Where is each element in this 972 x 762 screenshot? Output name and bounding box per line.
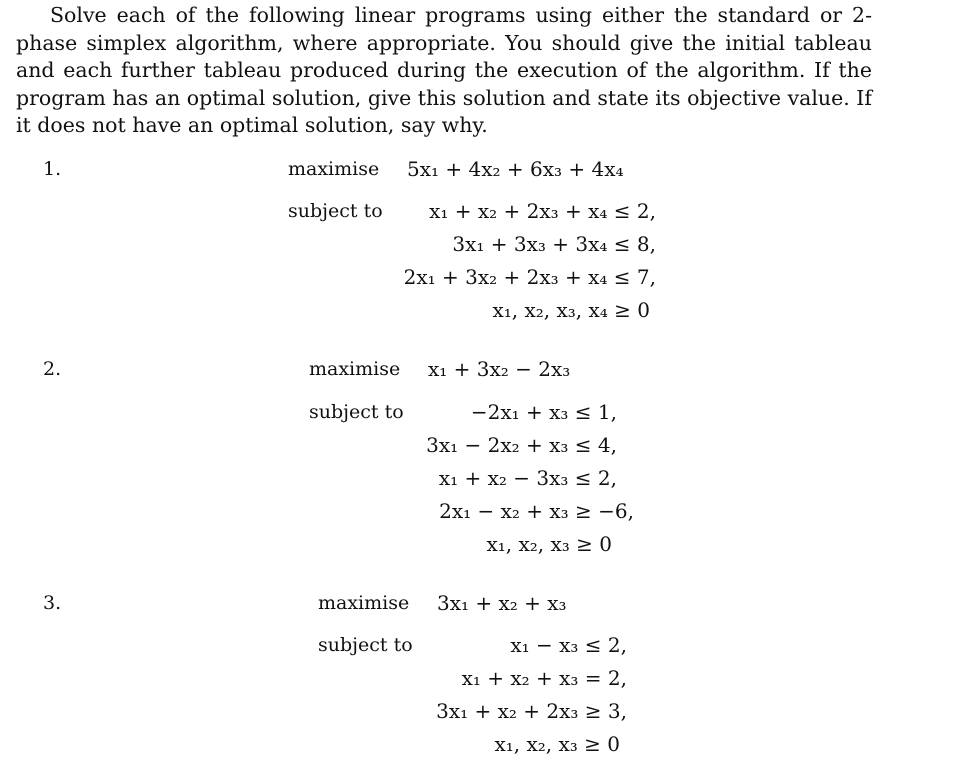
problem-1-subject-to-label: subject to	[288, 200, 383, 222]
problem-1-number: 1.	[43, 158, 62, 180]
problem-2-constraint-3: x₁ + x₂ − 3x₃ ≤ 2,	[438, 466, 617, 490]
problem-3-constraint-2: x₁ + x₂ + x₃ = 2,	[461, 666, 627, 690]
problem-2-maximise-label: maximise	[309, 358, 401, 380]
problem-2-constraint-1: −2x₁ + x₃ ≤ 1,	[470, 400, 617, 424]
problem-2-nonnegativity: x₁, x₂, x₃ ≥ 0	[486, 532, 612, 556]
problem-1-constraint-2: 3x₁ + 3x₃ + 3x₄ ≤ 8,	[452, 232, 656, 256]
problem-1-constraint-1: x₁ + x₂ + 2x₃ + x₄ ≤ 2,	[429, 199, 656, 223]
problem-2-objective: x₁ + 3x₂ − 2x₃	[428, 357, 571, 381]
problem-2-constraint-4: 2x₁ − x₂ + x₃ ≥ −6,	[439, 499, 634, 523]
problem-2-constraint-2: 3x₁ − 2x₂ + x₃ ≤ 4,	[426, 433, 617, 457]
problem-3-constraint-3: 3x₁ + x₂ + 2x₃ ≥ 3,	[436, 699, 627, 723]
instructions-paragraph: Solve each of the following linear programs using either the standard or 2-phase simplex algorithm, where appropriate. You should give the initial tableau and each further tableau produced during the execution of the algorithm. If the program has an optimal solution, give this solution and state its objective value. If it does not have an optimal solution, say why.	[16, 3, 872, 137]
problem-3-constraint-1: x₁ − x₃ ≤ 2,	[510, 633, 627, 657]
problem-3-subject-to-label: subject to	[318, 634, 413, 656]
problem-1-objective: 5x₁ + 4x₂ + 6x₃ + 4x₄	[407, 157, 624, 181]
problem-3-number: 3.	[43, 592, 62, 614]
problem-3-maximise-label: maximise	[318, 592, 410, 614]
problem-1-maximise-label: maximise	[288, 158, 380, 180]
problem-3-objective: 3x₁ + x₂ + x₃	[437, 591, 567, 615]
problem-3-nonnegativity: x₁, x₂, x₃ ≥ 0	[494, 732, 620, 756]
problem-2-number: 2.	[43, 358, 62, 380]
problem-1-nonnegativity: x₁, x₂, x₃, x₄ ≥ 0	[492, 298, 650, 322]
problem-2-subject-to-label: subject to	[309, 401, 404, 423]
problem-1-constraint-3: 2x₁ + 3x₂ + 2x₃ + x₄ ≤ 7,	[403, 265, 656, 289]
